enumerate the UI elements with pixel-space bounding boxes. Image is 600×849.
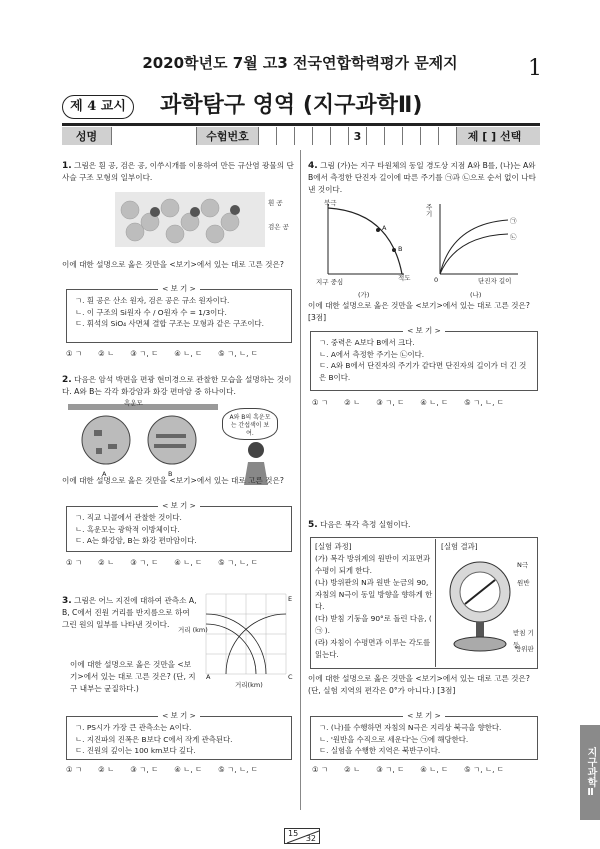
q4-bogi-title: < 보 기 >: [403, 326, 445, 335]
q2-number: 2.: [62, 375, 72, 385]
question-3: [62, 595, 197, 631]
page-current: 15: [288, 829, 299, 838]
q1-option-3[interactable]: ③ ㄱ, ㄷ: [130, 349, 159, 358]
q5-step: (다) 받침 기둥을 90°로 돌린 다음, ( ㉠ ).: [315, 614, 432, 635]
exam-no-box[interactable]: [439, 127, 457, 145]
subject-side-tab: 지구과학Ⅱ: [580, 725, 600, 820]
q4-options: [312, 397, 504, 408]
choice-label: 제 [ ] 선택: [467, 130, 522, 143]
q4-option-4[interactable]: ④ ㄴ, ㄷ: [420, 398, 449, 407]
q3-point-a: A: [206, 673, 211, 681]
q4-period-graph: [432, 200, 522, 280]
column-divider: [300, 150, 301, 810]
q4-option-3[interactable]: ③ ㄱ, ㄷ: [376, 398, 405, 407]
q3-text: 그림은 어느 지진에 대하여 관측소 A, B, C에서 진원 거리를 반지름으로 하여 그린 원의 일부를 나타낸 것이다.: [62, 596, 197, 629]
q2-label-a: A: [102, 470, 107, 478]
name-field[interactable]: [112, 127, 197, 145]
q5-item: ㄴ. '원반을 수직으로 세운다'는 ㉠에 해당한다.: [319, 734, 469, 744]
q5-label-disc: 원반: [517, 579, 530, 587]
exam-no-box[interactable]: [277, 127, 295, 145]
q3-item: ㄱ. PS시가 가장 큰 관측소는 A이다.: [75, 723, 192, 732]
q5-bogi-box: [310, 711, 538, 760]
q5-procedure: [315, 541, 433, 661]
question-4: [308, 160, 540, 196]
q3-option-2[interactable]: ② ㄴ: [98, 765, 115, 774]
q1-option-4[interactable]: ④ ㄴ, ㄷ: [174, 349, 203, 358]
q2-options: [66, 557, 258, 568]
q5-prompt: 이에 대한 설명으로 옳은 것만을 <보기>에서 있는 대로 고른 것은? (단, 실험 지역의 편각은 0°가 아니다.) [3점]: [308, 674, 530, 695]
q5-box-divider: [435, 539, 436, 667]
q4-curve-1: ㉠: [510, 217, 517, 225]
page-number: 1: [528, 56, 542, 81]
q4-fig-b-caption: (나): [470, 291, 482, 299]
q3-item: ㄴ. 지진파의 진폭은 B보다 C에서 작게 관측된다.: [75, 734, 233, 744]
q3-epicenter-graph: [196, 592, 296, 688]
q5-item: ㄱ. (나)를 수행하면 자침의 N극은 지리상 북극을 향한다.: [319, 723, 502, 732]
q5-option-3[interactable]: ③ ㄱ, ㄷ: [376, 765, 405, 774]
session-badge: 제 4 교시: [62, 95, 134, 119]
exam-no-label: 수험번호: [197, 127, 259, 145]
q4-fig-a-caption: (가): [358, 291, 370, 299]
q1-text: 그림은 흰 공, 검은 공, 이쑤시개를 이용하여 만든 규산염 광물의 단사슬 구조 모형의 일부이다.: [62, 161, 294, 182]
q4-origin: 0: [434, 276, 439, 284]
q1-label-white-ball: 흰 공: [268, 199, 283, 207]
q5-step: (가) 복각 방위계의 원반이 지표면과 수평이 되게 한다.: [315, 554, 431, 575]
q4-option-5[interactable]: ⑤ ㄱ, ㄴ, ㄷ: [464, 398, 504, 407]
q5-label-azimuth: 방위판: [515, 645, 534, 653]
q1-option-2[interactable]: ② ㄴ: [98, 349, 115, 358]
q4-y-label: 주기: [426, 203, 433, 218]
q4-label-a: A: [382, 224, 387, 232]
q4-option-2[interactable]: ② ㄴ: [344, 398, 361, 407]
q1-item: ㄴ. 이 구조의 Si원자 수 / O원자 수 = 1/3이다.: [75, 307, 227, 317]
exam-no-box[interactable]: [403, 127, 421, 145]
q5-option-1[interactable]: ① ㄱ: [312, 765, 329, 774]
q4-option-1[interactable]: ① ㄱ: [312, 398, 329, 407]
q4-prompt: 이에 대한 설명으로 옳은 것만을 <보기>에서 있는 대로 고른 것은? [3점]: [308, 301, 530, 322]
q2-bogi-box: [66, 501, 292, 552]
q1-label-black-ball: 검은 공: [268, 223, 289, 231]
q4-curve-2: ㉡: [510, 233, 517, 241]
q5-dip-needle-figure: [445, 554, 515, 654]
q2-option-5[interactable]: ⑤ ㄱ, ㄴ, ㄷ: [218, 558, 258, 567]
q5-text: 다음은 복각 측정 실험이다.: [320, 520, 411, 529]
q3-option-5[interactable]: ⑤ ㄱ, ㄴ, ㄷ: [218, 765, 258, 774]
q4-item: ㄷ. A와 B에서 단진자의 주기가 같다면 단진자의 길이가 더 긴 것은 B이다.: [319, 361, 527, 382]
q1-item: ㄱ. 흰 공은 산소 원자, 검은 공은 규소 원자이다.: [75, 296, 230, 305]
q2-item: ㄷ. A는 화강암, B는 화강 편마암이다.: [75, 536, 197, 545]
q2-thin-section-figure: [68, 404, 218, 466]
q3-item: ㄷ. 진원의 깊이는 100 km보다 깊다.: [75, 746, 196, 755]
q5-bogi-title: < 보 기 >: [403, 711, 445, 720]
question-1: [62, 160, 294, 184]
exam-no-digit: 3: [349, 127, 367, 145]
q2-bogi-title: < 보 기 >: [158, 501, 200, 510]
q3-number: 3.: [62, 596, 72, 606]
q5-options: [312, 764, 504, 775]
q1-options: [66, 348, 258, 359]
q5-result-title: [실험 결과]: [441, 542, 478, 551]
exam-no-box[interactable]: [421, 127, 439, 145]
exam-no-box[interactable]: [367, 127, 385, 145]
q5-option-2[interactable]: ② ㄴ: [344, 765, 361, 774]
q4-bogi-box: [310, 326, 538, 391]
subject-title: 과학탐구 영역 (지구과학Ⅱ): [160, 93, 423, 118]
q2-label-b: B: [168, 470, 173, 478]
q2-option-1[interactable]: ① ㄱ: [66, 558, 83, 567]
q2-option-4[interactable]: ④ ㄴ, ㄷ: [174, 558, 203, 567]
q2-option-3[interactable]: ③ ㄱ, ㄷ: [130, 558, 159, 567]
q5-experiment-box: [310, 537, 538, 669]
info-bar: [62, 127, 540, 145]
q2-label-biotite: 흑운모: [124, 399, 143, 407]
q1-option-1[interactable]: ① ㄱ: [66, 349, 83, 358]
q2-speech-bubble: A와 B의 흑운모는 간섭색이 보여.: [222, 408, 278, 440]
q4-text: 그림 (가)는 지구 타원체의 동일 경도상 지점 A와 B를, (나)는 A와 B에서 측정한 단진자 길이에 따른 주기를 ㉠과 ㉡으로 순서 없이 나타낸 것이다.: [308, 161, 536, 194]
exam-no-box[interactable]: [295, 127, 313, 145]
q3-x-label: 거리(km): [235, 681, 263, 689]
q3-y-label: 거리 (km): [178, 626, 208, 634]
q4-label-b: B: [398, 245, 403, 253]
question-2: [62, 374, 294, 398]
q5-step: (라) 자침이 수평면과 이루는 각도를 읽는다.: [315, 638, 431, 659]
q1-option-5[interactable]: ⑤ ㄱ, ㄴ, ㄷ: [218, 349, 258, 358]
q3-prompt: 이에 대한 설명으로 옳은 것만을 <보기>에서 있는 대로 고른 것은? (단, 지구 내부는 균질하다.): [70, 660, 196, 693]
q4-label-equator: 적도: [398, 274, 411, 282]
q2-option-2[interactable]: ② ㄴ: [98, 558, 115, 567]
q1-number: 1.: [62, 161, 72, 171]
question-5: [308, 519, 540, 531]
q2-text: 다음은 암석 박편을 편광 현미경으로 관찰한 모습을 설명하는 것이다. A와 B는 각각 화강암과 화강 편마암 중 하나이다.: [62, 375, 292, 396]
q3-point-e: E: [288, 595, 293, 603]
q3-bogi-box: [66, 711, 292, 760]
q1-bogi-title: < 보 기 >: [158, 284, 200, 293]
exam-title: 2020학년도 7월 고3 전국연합학력평가 문제지: [142, 54, 458, 72]
exam-no-box[interactable]: [313, 127, 331, 145]
page-counter: [284, 828, 320, 844]
exam-no-box[interactable]: [259, 127, 277, 145]
q4-number: 4.: [308, 161, 318, 171]
q2-prompt: 이에 대한 설명으로 옳은 것만을 <보기>에서 있는 대로 고른 것은?: [62, 476, 284, 485]
exam-no-box[interactable]: [385, 127, 403, 145]
q4-label-center: 지구 중심: [316, 278, 344, 286]
q4-earth-ellipsoid-figure: [318, 200, 408, 280]
q1-bogi-box: [66, 284, 292, 343]
page-total: 32: [305, 834, 316, 843]
q5-item: ㄷ. 실험을 수행한 지역은 북반구이다.: [319, 746, 441, 755]
exam-no-box[interactable]: [331, 127, 349, 145]
q4-item: ㄱ. 중력은 A보다 B에서 크다.: [319, 338, 415, 347]
q3-options: [66, 764, 258, 775]
q5-number: 5.: [308, 520, 318, 530]
q5-label-needle: N극: [517, 561, 529, 569]
q3-option-1[interactable]: ① ㄱ: [66, 765, 83, 774]
q1-item: ㄷ. 휘석의 SiO₄ 사면체 결합 구조는 모형과 같은 구조이다.: [75, 319, 264, 328]
q5-option-5[interactable]: ⑤ ㄱ, ㄴ, ㄷ: [464, 765, 504, 774]
q5-step: (나) 방위판의 N과 원반 눈금의 90, 자침의 N극이 동일 방향을 향하게 한다.: [315, 578, 433, 611]
q2-item: ㄴ. 흑운모는 광학적 이방체이다.: [75, 524, 180, 534]
q3-point-c: C: [288, 673, 293, 681]
q4-x-label: 단진자 길이: [478, 277, 512, 285]
name-label: 성명: [62, 127, 112, 145]
q2-item: ㄱ. 직교 니콜에서 관찰한 것이다.: [75, 513, 182, 522]
q5-procedure-title: [실험 과정]: [315, 542, 352, 551]
q1-prompt: 이에 대한 설명으로 옳은 것만을 <보기>에서 있는 대로 고른 것은?: [62, 260, 284, 269]
q5-option-4[interactable]: ④ ㄴ, ㄷ: [420, 765, 449, 774]
q1-chain-model-figure: [115, 192, 265, 247]
header-rule: [62, 123, 540, 126]
q4-item: ㄴ. A에서 측정한 주기는 ㉡이다.: [319, 349, 425, 359]
q3-option-4[interactable]: ④ ㄴ, ㄷ: [174, 765, 203, 774]
q3-bogi-title: < 보 기 >: [158, 711, 200, 720]
q3-option-3[interactable]: ③ ㄱ, ㄷ: [130, 765, 159, 774]
q5-label-post: 받침 기둥: [513, 629, 534, 649]
q4-label-north-pole: 북극: [324, 199, 337, 207]
